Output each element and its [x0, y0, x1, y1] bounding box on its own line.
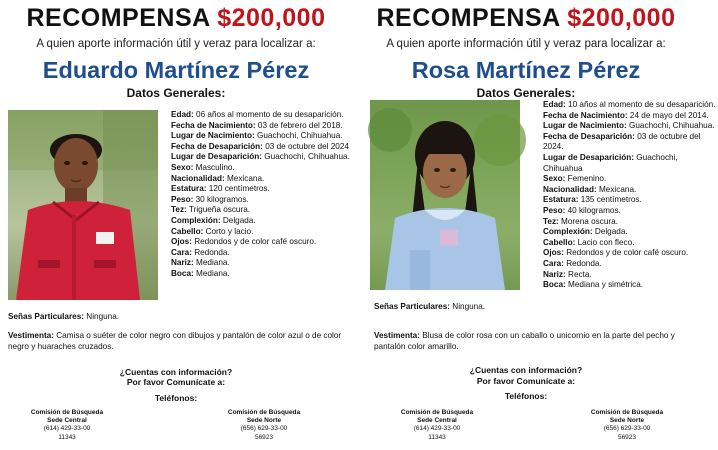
phone-extension: 11343 [58, 433, 76, 441]
detail-row: Cara: Redonda. [171, 247, 230, 257]
phone-number: (614) 429-33-00 [43, 425, 91, 433]
detail-row: Peso: 30 kilogramos. [171, 194, 249, 204]
missing-person-poster-left [0, 0, 352, 450]
detail-row: Nariz: Mediana. [171, 258, 230, 268]
cta-phones-heading: Teléfonos: [154, 393, 198, 403]
office-north: Comisión de Búsqueda Sede Norte (656) 629-33-00 56923 [572, 409, 682, 442]
detail-row: Sexo: Femenino. [543, 174, 607, 184]
detail-row: Estatura: 120 centímetros. [171, 184, 270, 194]
detail-row: Fecha de Nacimiento: 24 de mayo del 2014. [543, 110, 709, 120]
person-photo [370, 100, 520, 290]
phone-number: (656) 629-33-00 [603, 425, 651, 433]
general-data-list [543, 100, 718, 291]
reward-amount: $200,000 [217, 4, 326, 32]
general-data-heading: Datos Generales: [476, 86, 576, 100]
detail-row: Lugar de Nacimiento: Guachochi, Chihuahua. [543, 121, 715, 131]
poster-subtitle: A quien aporte información útil y veraz para localizar a: [386, 38, 666, 50]
detail-row: Fecha de Nacimiento: 03 de febrero del 2018. [171, 120, 343, 130]
detail-row: Edad: 06 años al momento de su desaparición. [171, 110, 344, 119]
detail-row: Cabello: Corto y lacio. [171, 226, 254, 236]
detail-row: Tez: Trigueña oscura. [171, 205, 251, 215]
cta-contact: Por favor Comunícate a: [126, 377, 226, 387]
detail-row: Fecha de Desaparición: 03 de octubre del 2024. [543, 131, 701, 152]
distinguishing-marks: Señas Particulares: Ninguna. [8, 312, 120, 321]
clothing-description: Vestimenta: Camisa o suéter de color negro con dibujos y pantalón de color azul o de color negro y huaraches cruzados. [8, 331, 342, 351]
detail-row: Sexo: Masculino. [171, 162, 235, 172]
reward-headline [0, 4, 352, 33]
detail-row: Peso: 40 kilogramos. [543, 205, 621, 215]
detail-row: Ojos: Redondos y de color café oscuro. [543, 248, 689, 258]
detail-row: Nacionalidad: Mexicana. [543, 184, 637, 194]
detail-row: Fecha de Desaparición: 03 de octubre del 2024 [171, 141, 349, 151]
detail-row: Cara: Redonda. [543, 258, 602, 268]
cta-question: ¿Cuentas con información? [119, 367, 233, 377]
general-data-heading: Datos Generales: [126, 86, 226, 100]
detail-row: Edad: 10 años al momento de su desaparición. [543, 100, 716, 109]
phone-number: (656) 629-33-00 [240, 425, 288, 433]
detail-row: Nacionalidad: Mexicana. [171, 173, 265, 183]
cta-phones-heading: Teléfonos: [504, 391, 548, 401]
reward-amount: $200,000 [567, 4, 676, 32]
detail-row: Lugar de Desaparición: Guachochi, Chihuahua. [171, 152, 350, 162]
reward-word: RECOMPENSA [376, 4, 560, 32]
detail-row: Nariz: Recta. [543, 269, 592, 279]
person-name: Eduardo Martínez Pérez [42, 57, 310, 83]
phone-number: (614) 429-33-00 [413, 425, 461, 433]
office-north: Comisión de Búsqueda Sede Norte (656) 629-33-00 56923 [209, 409, 319, 442]
cta-contact: Por favor Comunícate a: [476, 376, 576, 386]
general-data-list [171, 110, 352, 280]
detail-row: Estatura: 135 centímetros. [543, 195, 642, 205]
poster-subtitle: A quien aporte información útil y veraz para localizar a: [36, 38, 316, 50]
distinguishing-marks: Señas Particulares: Ninguna. [374, 302, 486, 311]
detail-row: Complexión: Delgada. [171, 215, 256, 225]
missing-person-poster-right [352, 0, 716, 450]
detail-row: Cabello: Lacio con fleco. [543, 237, 635, 247]
detail-row: Tez: Morena oscura. [543, 216, 618, 226]
detail-row: Lugar de Nacimiento: Guachochi, Chihuahua. [171, 131, 343, 141]
office-central: Comisión de Búsqueda Sede Central (614) 429-33-00 11343 [382, 409, 492, 442]
office-central: Comisión de Búsqueda Sede Central (614) 429-33-00 11343 [12, 409, 122, 442]
detail-row: Boca: Mediana y simétrica. [543, 280, 644, 290]
phone-extension: 56923 [254, 433, 274, 441]
reward-headline [352, 4, 700, 33]
detail-row: Boca: Mediana. [171, 268, 230, 278]
reward-word: RECOMPENSA [26, 4, 210, 32]
cta-question: ¿Cuentas con información? [469, 365, 583, 375]
detail-row: Ojos: Redondos y de color café oscuro. [171, 237, 317, 247]
phone-extension: 11343 [428, 433, 446, 441]
clothing-description: Vestimenta: Blusa de color rosa con un caballo o unicornio en la parte del pecho y pantalón color amarillo. [374, 331, 675, 351]
person-name: Rosa Martínez Pérez [411, 57, 641, 83]
detail-row: Lugar de Desaparición: Guachochi, Chihuahua [543, 152, 678, 173]
person-photo [8, 110, 158, 300]
phone-extension: 56923 [617, 433, 637, 441]
detail-row: Complexión: Delgada. [543, 227, 628, 237]
